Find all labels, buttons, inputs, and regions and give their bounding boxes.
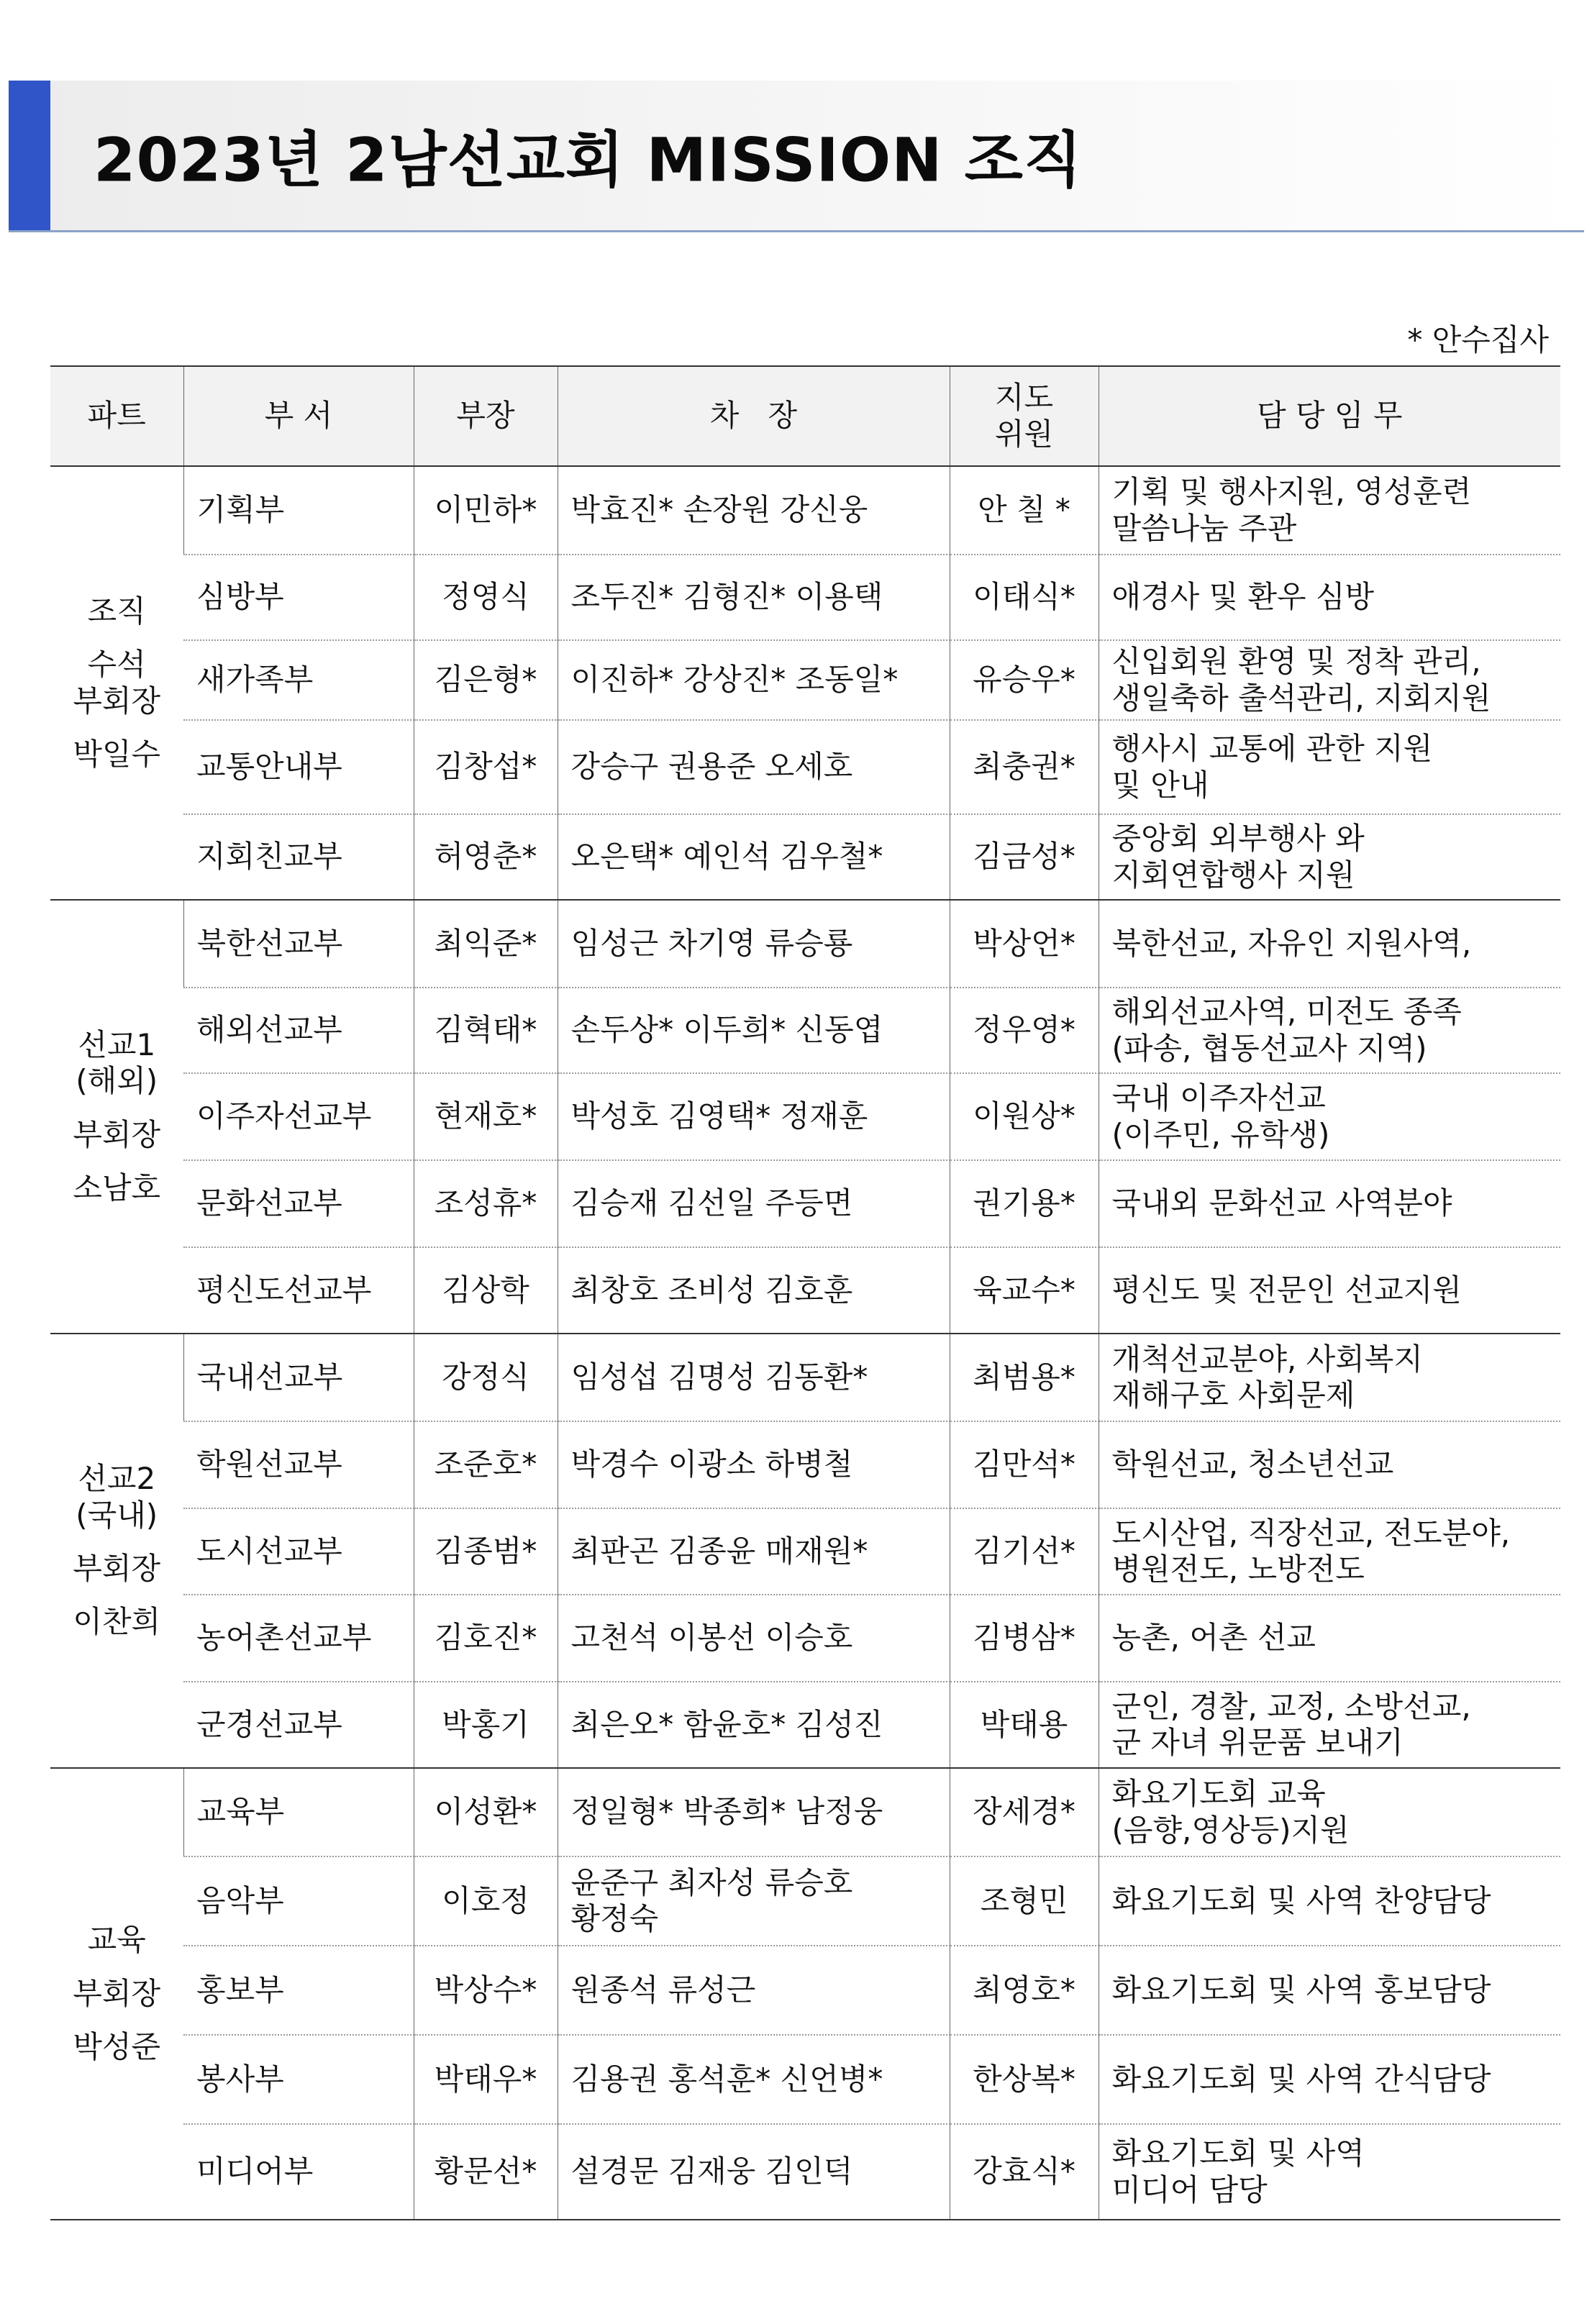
advisor-cell: 최범용* [950,1334,1099,1421]
vice-heads-cell: 원종석 류성근 [558,1946,950,2035]
department-cell: 미디어부 [183,2124,414,2220]
duties-cell: 국내 이주자선교 (이주민, 유학생) [1099,1073,1560,1160]
advisor-cell: 안 칠 * [950,466,1099,555]
part-label: 부회장 [73,1551,161,1586]
duties-cell: 개척선교분야, 사회복지 재해구호 사회문제 [1099,1334,1560,1421]
table-row [50,1073,1560,1160]
table-row [50,555,1560,640]
part-label: 이찬희 [73,1604,161,1640]
table-row [50,1768,1560,1856]
department-cell: 국내선교부 [183,1334,414,1421]
duties-cell: 화요기도회 및 사역 미디어 담당 [1099,2124,1560,2220]
head-cell: 박홍기 [414,1682,558,1768]
table-row [50,720,1560,814]
department-cell: 농어촌선교부 [183,1595,414,1682]
table-row [50,1334,1560,1421]
advisor-cell: 이원상* [950,1073,1099,1160]
part-label: 선교1 (해외) [76,1026,158,1099]
vice-heads-cell: 고천석 이봉선 이승호 [558,1595,950,1682]
vice-heads-cell: 박경수 이광소 하병철 [558,1421,950,1508]
vice-heads-cell: 김승재 김선일 주등면 [558,1160,950,1247]
head-cell: 허영춘* [414,814,558,900]
advisor-cell: 이태식* [950,555,1099,640]
duties-cell: 도시산업, 직장선교, 전도분야, 병원전도, 노방전도 [1099,1508,1560,1595]
vice-heads-cell: 박효진* 손장원 강신웅 [558,466,950,555]
advisor-cell: 조형민 [950,1856,1099,1946]
table-row [50,1595,1560,1682]
department-cell: 이주자선교부 [183,1073,414,1160]
department-cell: 군경선교부 [183,1682,414,1768]
part-cell [50,900,183,1334]
vice-heads-cell: 조두진* 김형진* 이용택 [558,555,950,640]
head-cell: 최익준* [414,900,558,988]
part-label: 부회장 [73,1116,161,1152]
asterisk-legend: * 안수집사 [1407,322,1549,357]
head-cell: 박상수* [414,1946,558,2035]
advisor-cell: 정우영* [950,988,1099,1073]
table-row [50,1682,1560,1768]
vice-heads-cell: 임성섭 김명성 김동환* [558,1334,950,1421]
duties-cell: 기획 및 행사지원, 영성훈련 말씀나눔 주관 [1099,466,1560,555]
title-bar [9,81,1584,232]
organization-table [50,365,1560,2220]
vice-heads-cell: 임성근 차기영 류승룡 [558,900,950,988]
part-cell [50,1334,183,1768]
department-cell: 지회친교부 [183,814,414,900]
head-cell: 김창섭* [414,720,558,814]
department-cell: 북한선교부 [183,900,414,988]
part-label: 선교2 (국내) [76,1461,158,1533]
vice-heads-cell: 강승구 권용준 오세호 [558,720,950,814]
part-label: 박일수 [73,736,161,772]
advisor-cell: 김금성* [950,814,1099,900]
vice-heads-cell: 박성호 김영택* 정재훈 [558,1073,950,1160]
advisor-cell: 권기용* [950,1160,1099,1247]
table-row [50,466,1560,555]
advisor-cell: 김기선* [950,1508,1099,1595]
table-row [50,1946,1560,2035]
vice-heads-cell: 설경문 김재웅 김인덕 [558,2124,950,2220]
part-label: 수석 부회장 [73,647,161,719]
organization-table-body [50,466,1560,2220]
vice-heads-cell: 최판곤 김종윤 매재원* [558,1508,950,1595]
advisor-cell: 김만석* [950,1421,1099,1508]
department-cell: 도시선교부 [183,1508,414,1595]
duties-cell: 화요기도회 및 사역 찬양담당 [1099,1856,1560,1946]
head-cell: 김혁태* [414,988,558,1073]
duties-cell: 화요기도회 교육 (음향,영상등)지원 [1099,1768,1560,1856]
head-cell: 조성휴* [414,1160,558,1247]
vice-heads-cell: 최창호 조비성 김호훈 [558,1247,950,1334]
table-row [50,1856,1560,1946]
part-label: 교육 [87,1922,146,1958]
advisor-cell: 박태용 [950,1682,1099,1768]
duties-cell: 해외선교사역, 미전도 종족 (파송, 협동선교사 지역) [1099,988,1560,1073]
advisor-cell: 육교수* [950,1247,1099,1334]
duties-cell: 중앙회 외부행사 와 지회연합행사 지원 [1099,814,1560,900]
department-cell: 학원선교부 [183,1421,414,1508]
duties-cell: 국내외 문화선교 사역분야 [1099,1160,1560,1247]
vice-heads-cell: 최은오* 함윤호* 김성진 [558,1682,950,1768]
head-cell: 이성환* [414,1768,558,1856]
duties-cell: 평신도 및 전문인 선교지원 [1099,1247,1560,1334]
table-row [50,1508,1560,1595]
head-cell: 박태우* [414,2035,558,2124]
column-header-part: 파트 [50,366,183,466]
department-cell: 해외선교부 [183,988,414,1073]
department-cell: 새가족부 [183,640,414,720]
department-cell: 평신도선교부 [183,1247,414,1334]
duties-cell: 군인, 경찰, 교정, 소방선교, 군 자녀 위문품 보내기 [1099,1682,1560,1768]
department-cell: 교육부 [183,1768,414,1856]
vice-heads-cell: 윤준구 최자성 류승호 황정숙 [558,1856,950,1946]
table-row [50,814,1560,900]
duties-cell: 신입회원 환영 및 정착 관리, 생일축하 출석관리, 지회지원 [1099,640,1560,720]
table-row [50,900,1560,988]
advisor-cell: 최영호* [950,1946,1099,2035]
column-header-department: 부 서 [183,366,414,466]
vice-heads-cell: 손두상* 이두희* 신동엽 [558,988,950,1073]
head-cell: 정영식 [414,555,558,640]
vice-heads-cell: 오은택* 예인석 김우철* [558,814,950,900]
table-header-row [50,366,1560,466]
table-row [50,2124,1560,2220]
head-cell: 김종범* [414,1508,558,1595]
advisor-cell: 장세경* [950,1768,1099,1856]
duties-cell: 북한선교, 자유인 지원사역, [1099,900,1560,988]
advisor-cell: 박상언* [950,900,1099,988]
part-cell [50,1768,183,2220]
head-cell: 강정식 [414,1334,558,1421]
table-row [50,1247,1560,1334]
page-title: 2023년 2남선교회 MISSION 조직 [94,124,1083,196]
department-cell: 문화선교부 [183,1160,414,1247]
department-cell: 음악부 [183,1856,414,1946]
column-header-vice-heads: 차 장 [558,366,950,466]
part-cell [50,466,183,900]
duties-cell: 학원선교, 청소년선교 [1099,1421,1560,1508]
column-header-advisor: 지도 위원 [950,366,1099,466]
department-cell: 교통안내부 [183,720,414,814]
head-cell: 김호진* [414,1595,558,1682]
duties-cell: 화요기도회 및 사역 간식담당 [1099,2035,1560,2124]
head-cell: 이민하* [414,466,558,555]
advisor-cell: 최충권* [950,720,1099,814]
head-cell: 황문선* [414,2124,558,2220]
advisor-cell: 강효식* [950,2124,1099,2220]
vice-heads-cell: 김용권 홍석훈* 신언병* [558,2035,950,2124]
table-row [50,1421,1560,1508]
part-label: 소남호 [73,1170,161,1206]
table-row [50,988,1560,1073]
department-cell: 심방부 [183,555,414,640]
duties-cell: 농촌, 어촌 선교 [1099,1595,1560,1682]
head-cell: 김상학 [414,1247,558,1334]
part-label: 조직 [87,593,146,629]
head-cell: 현재호* [414,1073,558,1160]
head-cell: 이호정 [414,1856,558,1946]
table-row [50,640,1560,720]
department-cell: 기획부 [183,466,414,555]
vice-heads-cell: 정일형* 박종희* 남정웅 [558,1768,950,1856]
column-header-duties: 담 당 임 무 [1099,366,1560,466]
advisor-cell: 김병삼* [950,1595,1099,1682]
duties-cell: 화요기도회 및 사역 홍보담당 [1099,1946,1560,2035]
table-row [50,2035,1560,2124]
department-cell: 봉사부 [183,2035,414,2124]
duties-cell: 행사시 교통에 관한 지원 및 안내 [1099,720,1560,814]
department-cell: 홍보부 [183,1946,414,2035]
advisor-cell: 한상복* [950,2035,1099,2124]
part-label: 박성준 [73,2029,161,2065]
column-header-head: 부장 [414,366,558,466]
head-cell: 김은형* [414,640,558,720]
part-label: 부회장 [73,1975,161,2011]
head-cell: 조준호* [414,1421,558,1508]
table-row [50,1160,1560,1247]
advisor-cell: 유승우* [950,640,1099,720]
vice-heads-cell: 이진하* 강상진* 조동일* [558,640,950,720]
duties-cell: 애경사 및 환우 심방 [1099,555,1560,640]
title-accent-bar [9,81,50,230]
